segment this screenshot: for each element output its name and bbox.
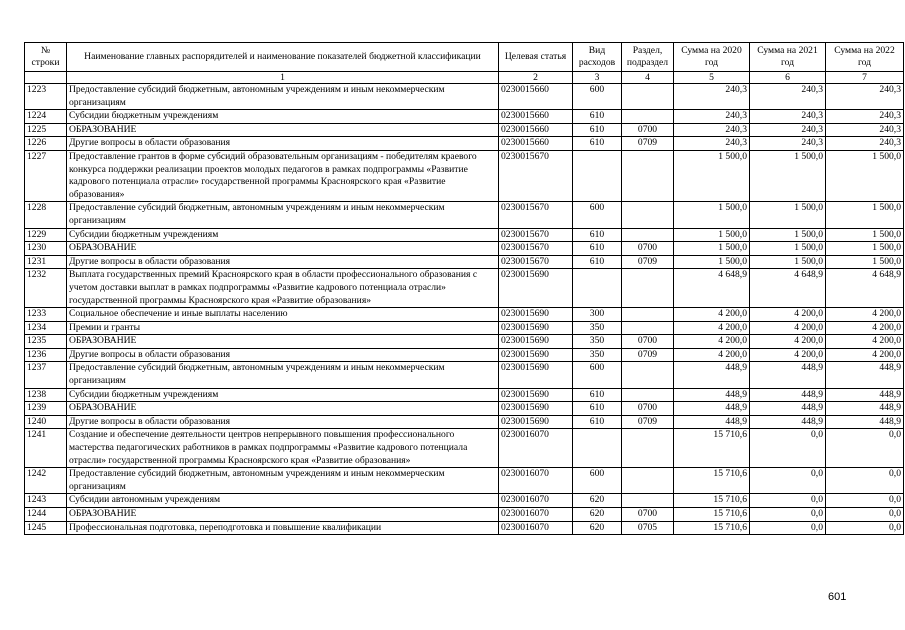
expense-type: 610	[573, 402, 622, 416]
row-number: 1243	[25, 494, 67, 508]
table-row	[25, 137, 904, 151]
sum-2020: 448,9	[674, 415, 750, 429]
table-row	[25, 110, 904, 124]
column-number: 1	[67, 72, 499, 84]
table-row	[25, 255, 904, 269]
target-article: 0230016070	[499, 508, 573, 522]
target-article: 0230016070	[499, 494, 573, 508]
expense-type: 600	[573, 84, 622, 110]
column-number: 3	[573, 72, 622, 84]
expense-type: 600	[573, 202, 622, 228]
indicator-name: ОБРАЗОВАНИЕ	[67, 242, 499, 256]
indicator-name: Создание и обеспечение деятельности центров непрерывного повышения профессионального мастерства педагогических работников в рамках подпрограммы «Развитие кадрового потенциала отрасли» государственной программы Красноярского края «Развитие образования»	[67, 429, 499, 468]
sum-2021: 1 500,0	[750, 255, 826, 269]
table-row	[25, 415, 904, 429]
table-row	[25, 508, 904, 522]
table-row	[25, 150, 904, 201]
indicator-name: Предоставление субсидий бюджетным, автономным учреждениям и иным некоммерческим организациям	[67, 84, 499, 110]
expense-type: 620	[573, 508, 622, 522]
row-number: 1240	[25, 415, 67, 429]
target-article: 0230015660	[499, 110, 573, 124]
section-subsection	[622, 494, 674, 508]
section-subsection: 0709	[622, 415, 674, 429]
sum-2020: 240,3	[674, 110, 750, 124]
expense-type: 610	[573, 228, 622, 242]
section-subsection	[622, 468, 674, 494]
table-row	[25, 429, 904, 468]
expense-type	[573, 269, 622, 308]
section-subsection	[622, 388, 674, 402]
row-number: 1234	[25, 321, 67, 335]
table-row	[25, 388, 904, 402]
target-article: 0230015690	[499, 269, 573, 308]
indicator-name: ОБРАЗОВАНИЕ	[67, 508, 499, 522]
expense-type	[573, 150, 622, 201]
section-subsection	[622, 362, 674, 388]
sum-2020: 4 648,9	[674, 269, 750, 308]
section-subsection: 0709	[622, 255, 674, 269]
sum-2022: 240,3	[826, 84, 904, 110]
row-number: 1227	[25, 150, 67, 201]
target-article: 0230015660	[499, 137, 573, 151]
sum-2021: 240,3	[750, 110, 826, 124]
table-row	[25, 84, 904, 110]
sum-2021: 1 500,0	[750, 242, 826, 256]
sum-2022: 0,0	[826, 429, 904, 468]
sum-2020: 1 500,0	[674, 202, 750, 228]
row-number: 1233	[25, 308, 67, 322]
sum-2021: 0,0	[750, 468, 826, 494]
row-number: 1237	[25, 362, 67, 388]
indicator-name: Субсидии бюджетным учреждениям	[67, 228, 499, 242]
sum-2020: 240,3	[674, 137, 750, 151]
sum-2020: 1 500,0	[674, 242, 750, 256]
sum-2021: 240,3	[750, 137, 826, 151]
sum-2020: 15 710,6	[674, 521, 750, 535]
target-article: 0230015690	[499, 308, 573, 322]
sum-2022: 4 200,0	[826, 321, 904, 335]
header-target-article: Целевая статья	[499, 43, 573, 72]
sum-2020: 15 710,6	[674, 429, 750, 468]
sum-2021: 448,9	[750, 388, 826, 402]
target-article: 0230015660	[499, 123, 573, 137]
sum-2021: 4 200,0	[750, 348, 826, 362]
sum-2021: 1 500,0	[750, 228, 826, 242]
table-header-row	[25, 43, 904, 72]
indicator-name: Субсидии бюджетным учреждениям	[67, 388, 499, 402]
sum-2022: 240,3	[826, 123, 904, 137]
target-article: 0230015690	[499, 348, 573, 362]
header-sum-2021: Сумма на 2021 год	[750, 43, 826, 72]
row-number: 1230	[25, 242, 67, 256]
column-number: 5	[674, 72, 750, 84]
row-number: 1235	[25, 335, 67, 349]
section-subsection: 0700	[622, 402, 674, 416]
header-sum-2020: Сумма на 2020 год	[674, 43, 750, 72]
sum-2020: 1 500,0	[674, 228, 750, 242]
table-row	[25, 242, 904, 256]
target-article: 0230015670	[499, 242, 573, 256]
expense-type: 600	[573, 468, 622, 494]
target-article: 0230015670	[499, 202, 573, 228]
sum-2020: 240,3	[674, 84, 750, 110]
page-number: 601	[828, 591, 847, 603]
expense-type: 610	[573, 110, 622, 124]
row-number: 1241	[25, 429, 67, 468]
table-row	[25, 228, 904, 242]
section-subsection: 0700	[622, 242, 674, 256]
indicator-name: Другие вопросы в области образования	[67, 137, 499, 151]
section-subsection	[622, 84, 674, 110]
expense-type: 350	[573, 335, 622, 349]
section-subsection	[622, 269, 674, 308]
target-article: 0230015690	[499, 335, 573, 349]
row-number: 1231	[25, 255, 67, 269]
sum-2021: 4 648,9	[750, 269, 826, 308]
expense-type: 610	[573, 388, 622, 402]
target-article: 0230015670	[499, 255, 573, 269]
expense-type: 610	[573, 415, 622, 429]
sum-2020: 448,9	[674, 362, 750, 388]
section-subsection	[622, 150, 674, 201]
expense-type: 610	[573, 242, 622, 256]
sum-2021: 0,0	[750, 508, 826, 522]
table-row	[25, 521, 904, 535]
expense-type	[573, 429, 622, 468]
sum-2022: 4 200,0	[826, 308, 904, 322]
row-number: 1242	[25, 468, 67, 494]
section-subsection	[622, 429, 674, 468]
sum-2022: 1 500,0	[826, 202, 904, 228]
sum-2022: 448,9	[826, 402, 904, 416]
sum-2022: 448,9	[826, 362, 904, 388]
target-article: 0230015690	[499, 321, 573, 335]
header-sum-2022: Сумма на 2022 год	[826, 43, 904, 72]
section-subsection: 0700	[622, 508, 674, 522]
indicator-name: Предоставление субсидий бюджетным, автономным учреждениям и иным некоммерческим организациям	[67, 362, 499, 388]
indicator-name: Предоставление субсидий бюджетным, автономным учреждениям и иным некоммерческим организациям	[67, 202, 499, 228]
expense-type: 610	[573, 137, 622, 151]
sum-2021: 448,9	[750, 402, 826, 416]
indicator-name: Субсидии бюджетным учреждениям	[67, 110, 499, 124]
section-subsection: 0700	[622, 123, 674, 137]
sum-2021: 240,3	[750, 123, 826, 137]
table-row	[25, 348, 904, 362]
sum-2020: 4 200,0	[674, 308, 750, 322]
indicator-name: Другие вопросы в области образования	[67, 415, 499, 429]
table-row	[25, 269, 904, 308]
target-article: 0230015660	[499, 84, 573, 110]
column-number: 7	[826, 72, 904, 84]
indicator-name: ОБРАЗОВАНИЕ	[67, 402, 499, 416]
indicator-name: Премии и гранты	[67, 321, 499, 335]
row-number: 1238	[25, 388, 67, 402]
row-number: 1229	[25, 228, 67, 242]
sum-2020: 1 500,0	[674, 255, 750, 269]
row-number: 1228	[25, 202, 67, 228]
table-row	[25, 308, 904, 322]
table-row	[25, 468, 904, 494]
target-article: 0230016070	[499, 429, 573, 468]
sum-2021: 0,0	[750, 429, 826, 468]
table-row	[25, 123, 904, 137]
sum-2020: 15 710,6	[674, 494, 750, 508]
section-subsection	[622, 228, 674, 242]
row-number: 1236	[25, 348, 67, 362]
row-number: 1245	[25, 521, 67, 535]
expense-type: 610	[573, 255, 622, 269]
sum-2022: 1 500,0	[826, 242, 904, 256]
indicator-name: ОБРАЗОВАНИЕ	[67, 123, 499, 137]
header-name: Наименование главных распорядителей и наименование показателей бюджетной классификации	[67, 43, 499, 72]
sum-2022: 4 648,9	[826, 269, 904, 308]
sum-2022: 4 200,0	[826, 348, 904, 362]
header-expense-type: Вид расходов	[573, 43, 622, 72]
sum-2021: 1 500,0	[750, 150, 826, 201]
sum-2020: 448,9	[674, 388, 750, 402]
expense-type: 600	[573, 362, 622, 388]
table-body	[25, 72, 904, 535]
header-section: Раздел, подраздел	[622, 43, 674, 72]
sum-2022: 4 200,0	[826, 335, 904, 349]
indicator-name: Выплата государственных премий Красноярского края в области профессионального образования с учетом доставки выплат в рамках подпрограммы «Развитие кадрового потенциала отрасли» государственной программы Красноярского края «Развитие образования»	[67, 269, 499, 308]
section-subsection	[622, 110, 674, 124]
row-number: 1244	[25, 508, 67, 522]
target-article: 0230015670	[499, 150, 573, 201]
sum-2021: 4 200,0	[750, 308, 826, 322]
column-number	[25, 72, 67, 84]
sum-2022: 240,3	[826, 137, 904, 151]
row-number: 1224	[25, 110, 67, 124]
sum-2021: 0,0	[750, 494, 826, 508]
expense-type: 350	[573, 348, 622, 362]
sum-2022: 240,3	[826, 110, 904, 124]
sum-2021: 1 500,0	[750, 202, 826, 228]
sum-2022: 448,9	[826, 388, 904, 402]
column-numbers-row	[25, 72, 904, 84]
budget-table	[24, 42, 904, 535]
section-subsection: 0705	[622, 521, 674, 535]
sum-2021: 4 200,0	[750, 335, 826, 349]
row-number: 1226	[25, 137, 67, 151]
indicator-name: ОБРАЗОВАНИЕ	[67, 335, 499, 349]
column-number: 6	[750, 72, 826, 84]
row-number: 1225	[25, 123, 67, 137]
sum-2020: 4 200,0	[674, 335, 750, 349]
indicator-name: Профессиональная подготовка, переподготовка и повышение квалификации	[67, 521, 499, 535]
section-subsection	[622, 308, 674, 322]
row-number: 1239	[25, 402, 67, 416]
row-number: 1232	[25, 269, 67, 308]
row-number: 1223	[25, 84, 67, 110]
sum-2021: 4 200,0	[750, 321, 826, 335]
sum-2022: 0,0	[826, 494, 904, 508]
sum-2022: 1 500,0	[826, 255, 904, 269]
table-row	[25, 202, 904, 228]
table-row	[25, 494, 904, 508]
target-article: 0230015690	[499, 362, 573, 388]
column-number: 2	[499, 72, 573, 84]
section-subsection: 0709	[622, 348, 674, 362]
sum-2020: 4 200,0	[674, 348, 750, 362]
sum-2022: 0,0	[826, 508, 904, 522]
indicator-name: Предоставление субсидий бюджетным, автономным учреждениям и иным некоммерческим организациям	[67, 468, 499, 494]
table-row	[25, 321, 904, 335]
sum-2020: 240,3	[674, 123, 750, 137]
expense-type: 620	[573, 521, 622, 535]
section-subsection: 0700	[622, 335, 674, 349]
sum-2021: 448,9	[750, 415, 826, 429]
indicator-name: Другие вопросы в области образования	[67, 348, 499, 362]
sum-2020: 448,9	[674, 402, 750, 416]
sum-2020: 15 710,6	[674, 468, 750, 494]
sum-2021: 240,3	[750, 84, 826, 110]
target-article: 0230016070	[499, 468, 573, 494]
table-row	[25, 335, 904, 349]
sum-2021: 448,9	[750, 362, 826, 388]
sum-2022: 1 500,0	[826, 228, 904, 242]
sum-2020: 1 500,0	[674, 150, 750, 201]
target-article: 0230015690	[499, 402, 573, 416]
sum-2021: 0,0	[750, 521, 826, 535]
sum-2022: 0,0	[826, 521, 904, 535]
expense-type: 350	[573, 321, 622, 335]
expense-type: 300	[573, 308, 622, 322]
expense-type: 620	[573, 494, 622, 508]
section-subsection: 0709	[622, 137, 674, 151]
target-article: 0230015670	[499, 228, 573, 242]
sum-2022: 448,9	[826, 415, 904, 429]
table-row	[25, 362, 904, 388]
sum-2020: 15 710,6	[674, 508, 750, 522]
indicator-name: Другие вопросы в области образования	[67, 255, 499, 269]
section-subsection	[622, 321, 674, 335]
column-number: 4	[622, 72, 674, 84]
target-article: 0230015690	[499, 388, 573, 402]
section-subsection	[622, 202, 674, 228]
header-row-number: № строки	[25, 43, 67, 72]
sum-2022: 0,0	[826, 468, 904, 494]
expense-type: 610	[573, 123, 622, 137]
table-row	[25, 402, 904, 416]
sum-2022: 1 500,0	[826, 150, 904, 201]
target-article: 0230015690	[499, 415, 573, 429]
target-article: 0230016070	[499, 521, 573, 535]
indicator-name: Социальное обеспечение и иные выплаты населению	[67, 308, 499, 322]
indicator-name: Субсидии автономным учреждениям	[67, 494, 499, 508]
indicator-name: Предоставление грантов в форме субсидий образовательным организациям - победителям краевого конкурса поддержки реализации проектов молодых педагогов в рамках подпрограммы «Развитие кадрового потенциала отрасли» государственной программы Красноярского края «Развитие образования»	[67, 150, 499, 201]
sum-2020: 4 200,0	[674, 321, 750, 335]
